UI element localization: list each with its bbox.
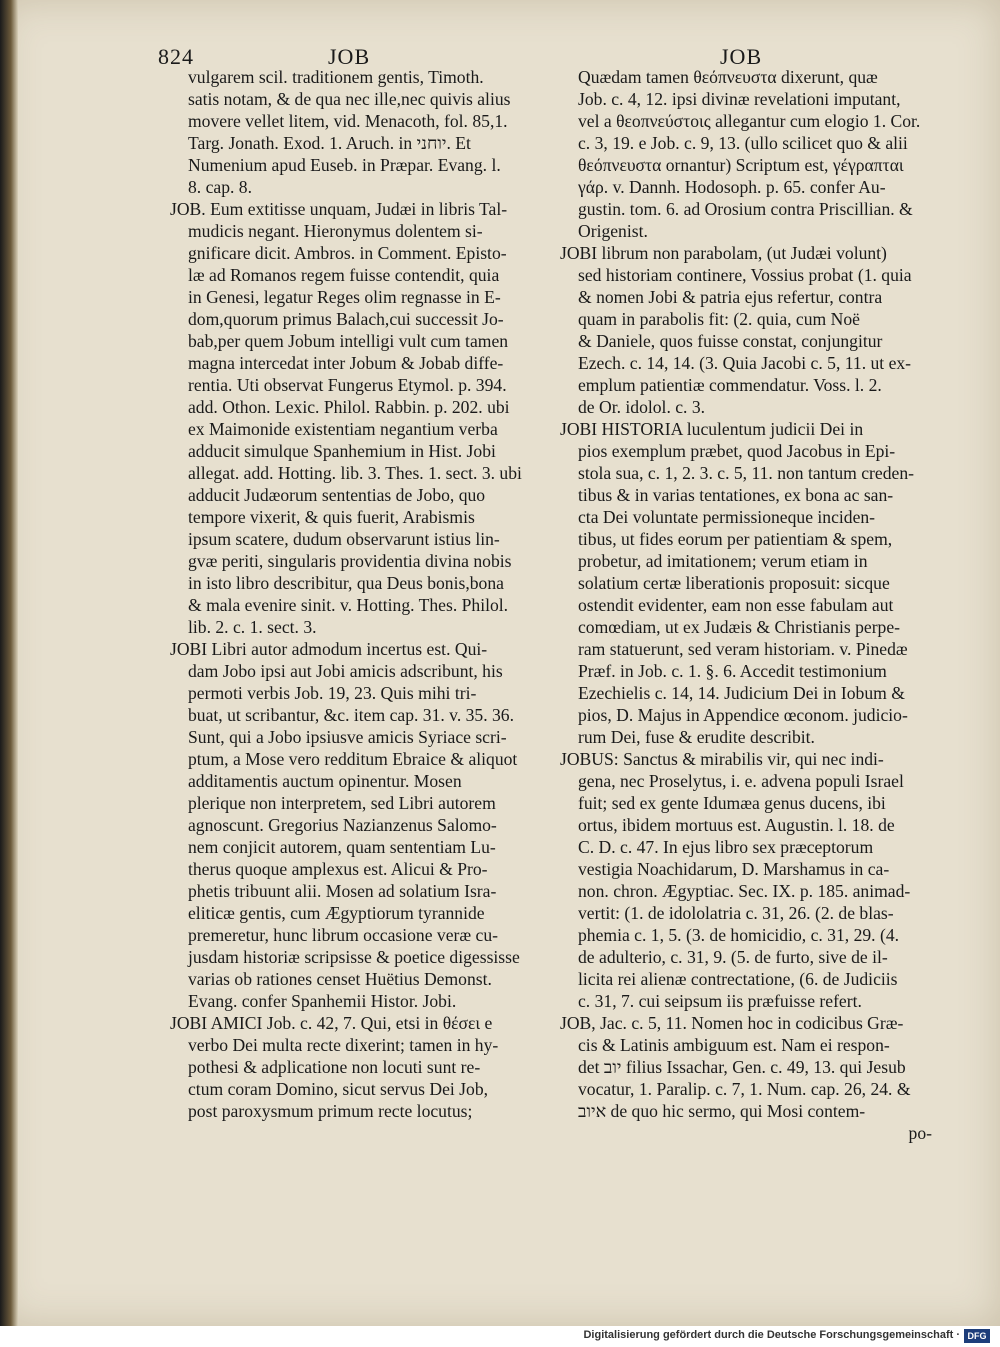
- text-line: varias ob rationes censet Huëtius Demonst.: [188, 969, 492, 989]
- text-line: gvæ periti, singularis providentia divina nobis: [188, 551, 512, 571]
- right-column: [560, 66, 932, 1144]
- text-line: buat, ut scribantur, &c. item cap. 31. v. 35. 36.: [188, 705, 515, 725]
- text-line: dam Jobo ipsi aut Jobi amicis adscribunt, his: [188, 661, 503, 681]
- text-line: JOBI librum non parabolam, (ut Judæi volunt): [560, 243, 887, 263]
- text-line: licita rei alienæ contrectatione, (6. de Judiciis: [578, 969, 898, 989]
- text-line: pothesi & adplicatione non locuti sunt re-: [188, 1057, 481, 1077]
- text-line: θεόπνευστα ornantur) Scriptum est, γέγραπται: [578, 155, 904, 175]
- text-line: probetur, ad imitationem; verum etiam in: [578, 551, 868, 571]
- text-line: ex Maimonide existentiam negantium verba: [188, 419, 498, 439]
- text-line: γάρ. v. Dannh. Hodosoph. p. 65. confer Au-: [578, 177, 886, 197]
- text-line: phetis tribuunt alii. Mosen ad solatium Isra-: [188, 881, 497, 901]
- text-line: plerique non interpretem, sed Libri autorem: [188, 793, 496, 813]
- text-line: adducit simulque Spanhemium in Hist. Jobi: [188, 441, 496, 461]
- footer-credit: Digitalisierung gefördert durch die Deutsche Forschungsgemeinschaft ·: [583, 1329, 960, 1341]
- text-line: adducit Judæorum sententias de Jobo, quo: [188, 485, 486, 505]
- text-line: pios exemplum præbet, quod Jacobus in Epi-: [578, 441, 896, 461]
- text-line: JOBUS: Sanctus & mirabilis vir, qui nec indi-: [560, 749, 884, 769]
- text-line: ctum coram Domino, sicut servus Dei Job,: [188, 1079, 489, 1099]
- text-line: movere vellet litem, vid. Menacoth, fol. 85,1.: [188, 111, 508, 131]
- text-line: Evang. confer Spanhemii Histor. Jobi.: [188, 991, 457, 1011]
- text-line: & Daniele, quos fuisse constat, conjungitur: [578, 331, 883, 351]
- text-line: Job. c. 4, 12. ipsi divinæ revelationi imputant,: [578, 89, 901, 109]
- text-line: allegat. add. Hotting. lib. 3. Thes. 1. sect. 3. ubi: [188, 463, 522, 483]
- text-line: & mala evenire sinit. v. Hotting. Thes. Philol.: [188, 595, 509, 615]
- text-line: stola sua, c. 1, 2. 3. c. 5, 11. non tantum creden-: [578, 463, 914, 483]
- text-line: gnificare dicit. Ambros. in Comment. Episto-: [188, 243, 507, 263]
- text-line: pios, D. Majus in Appendice œconom. judicio-: [578, 705, 908, 725]
- text-line: ipsum scatere, dudum observarunt istius lin-: [188, 529, 500, 549]
- text-line: vulgarem scil. traditionem gentis, Timoth.: [188, 67, 484, 87]
- text-line: Sunt, qui a Jobo ipsiusve amicis Syriace scri-: [188, 727, 507, 747]
- text-line: rentia. Uti observat Fungerus Etymol. p. 394.: [188, 375, 507, 395]
- text-line: solatium certæ liberationis proposuit: sicque: [578, 573, 890, 593]
- text-line: mudicis negant. Hieronymus dolentem si-: [188, 221, 483, 241]
- dfg-logo: DFG: [964, 1329, 990, 1343]
- text-line: c. 3, 19. e Job. c. 9, 13. (ullo scilicet quo & alii: [578, 133, 908, 153]
- text-line: lib. 2. c. 1. sect. 3.: [188, 617, 317, 637]
- left-column: [170, 66, 555, 1122]
- text-line: therus quoque amplexus est. Alicui & Pro-: [188, 859, 488, 879]
- text-line: eliticæ gentis, cum Ægyptiorum tyrannide: [188, 903, 485, 923]
- text-line: Quædam tamen θεόπνευστα dixerunt, quæ: [578, 67, 878, 87]
- text-line: emplum patientiæ commendatur. Voss. l. 2.: [578, 375, 882, 395]
- text-line: bab,per quem Jobum intelligi vult cum tamen: [188, 331, 509, 351]
- text-line: magna intercedat inter Jobum & Jobab diffe-: [188, 353, 504, 373]
- text-line: vertit: (1. de idololatria c. 31, 26. (2. de blas-: [578, 903, 894, 923]
- text-line: additamentis auctum opinentur. Mosen: [188, 771, 462, 791]
- text-line: tibus, ut fides eorum per patientiam & spem,: [578, 529, 893, 549]
- text-line: in isto libro describitur, qua Deus bonis,bona: [188, 573, 504, 593]
- text-line: Origenist.: [578, 221, 648, 241]
- text-line: jusdam historiæ scripsisse & poetice digessisse: [188, 947, 520, 967]
- text-line: phemia c. 1, 5. (3. de homicidio, c. 31, 29. (4.: [578, 925, 900, 945]
- text-line: vocatur, 1. Paralip. c. 7, 1. Num. cap. 26, 24. &: [578, 1079, 911, 1099]
- text-line: Præf. in Job. c. 1. §. 6. Accedit testimonium: [578, 661, 887, 681]
- text-line: agnoscunt. Gregorius Nazianzenus Salomo-: [188, 815, 497, 835]
- text-line: ptum, a Mose vero redditum Ebraice & aliquot: [188, 749, 518, 769]
- text-line: JOB, Jac. c. 5, 11. Nomen hoc in codicibus Græ-: [560, 1013, 904, 1033]
- text-line: Ezech. c. 14, 14. (3. Quia Jacobi c. 5, 11. ut ex-: [578, 353, 912, 373]
- text-line: premeretur, hunc librum occasione veræ cu-: [188, 925, 498, 945]
- text-line: gustin. tom. 6. ad Orosium contra Priscillian. &: [578, 199, 913, 219]
- text-line: JOB. Eum extitisse unquam, Judæi in libris Tal-: [170, 199, 508, 219]
- text-line: & nomen Jobi & patria ejus refertur, contra: [578, 287, 883, 307]
- text-line: dom,quorum primus Balach,cui successit Jo-: [188, 309, 504, 329]
- text-line: nem conjicit autorem, quam sententiam Lu-: [188, 837, 496, 857]
- text-line: cis & Latinis ambiguum est. Nam ei respon-: [578, 1035, 890, 1055]
- text-line: non. chron. Ægyptiac. Sec. IX. p. 185. animad-: [578, 881, 911, 901]
- running-head-right: JOB: [720, 44, 763, 69]
- text-line: איוב de quo hic sermo, qui Mosi contem-: [578, 1101, 866, 1121]
- text-line: C. D. c. 47. In ejus libro sex præceptorum: [578, 837, 874, 857]
- text-line: tempore vixerit, & quis fuerit, Arabismis: [188, 507, 475, 527]
- text-line: de Or. idolol. c. 3.: [578, 397, 706, 417]
- text-line: fuit; sed ex gente Idumæa genus ducens, ibi: [578, 793, 886, 813]
- text-line: sed historiam continere, Vossius probat (1. quia: [578, 265, 912, 285]
- text-line: post paroxysmum primum recte locutus;: [188, 1101, 473, 1121]
- text-line: 8. cap. 8.: [188, 177, 253, 197]
- page-number: 824: [158, 44, 194, 69]
- text-line: rum Dei, fuse & erudite describit.: [578, 727, 815, 747]
- footer-bar: [0, 1326, 1000, 1347]
- text-line: læ ad Romanos regem fuisse contendit, quia: [188, 265, 500, 285]
- text-line: cta Dei voluntate permissioneque inciden-: [578, 507, 876, 527]
- running-head-left: JOB: [328, 44, 371, 69]
- text-line: add. Othon. Lexic. Philol. Rabbin. p. 202. ubi: [188, 397, 510, 417]
- text-line: vel a θεοπνεύστοις allegantur cum elogio 1. Cor.: [578, 111, 921, 131]
- text-line: permoti verbis Job. 19, 23. Quis mihi tri-: [188, 683, 477, 703]
- text-line: Numenium apud Euseb. in Præpar. Evang. l.: [188, 155, 501, 175]
- text-line: vestigia Noachidarum, D. Marshamus in ca-: [578, 859, 890, 879]
- text-line: in Genesi, legatur Reges olim regnasse in E-: [188, 287, 501, 307]
- text-line: det יוב filius Issachar, Gen. c. 49, 13. qui Jesub: [578, 1057, 906, 1077]
- text-line: JOBI AMICI Job. c. 42, 7. Qui, etsi in θέσει e: [170, 1013, 493, 1033]
- text-line: satis notam, & de qua nec ille,nec quivis alius: [188, 89, 511, 109]
- text-line: de adulterio, c. 31, 9. (5. de furto, sive de il-: [578, 947, 888, 967]
- text-line: po-: [908, 1123, 932, 1143]
- text-line: Ezechielis c. 14, 14. Judicium Dei in Iobum &: [578, 683, 905, 703]
- text-line: quam in parabolis fit: (2. quia, cum Noë: [578, 309, 860, 329]
- text-line: verbo Dei multa recte dixerint; tamen in hy-: [188, 1035, 499, 1055]
- text-line: ram statuerunt, sed veram historiam. v. Pinedæ: [578, 639, 908, 659]
- text-line: c. 31, 7. cui seipsum iis præfuisse refert.: [578, 991, 862, 1011]
- text-line: ostendit evidenter, eam non esse fabulam aut: [578, 595, 894, 615]
- text-line: comœdiam, ut ex Judæis & Christianis perpe-: [578, 617, 901, 637]
- text-line: ortus, ibidem mortuus est. Augustin. l. 18. de: [578, 815, 895, 835]
- text-line: JOBI HISTORIA luculentum judicii Dei in: [560, 419, 864, 439]
- text-line: gena, nec Proselytus, i. e. advena populi Israel: [578, 771, 904, 791]
- text-line: JOBI Libri autor admodum incertus est. Qui-: [170, 639, 488, 659]
- text-line: tibus & in varias tentationes, ex bona ac san-: [578, 485, 894, 505]
- text-line: Targ. Jonath. Exod. 1. Aruch. in יוחני. Et: [188, 133, 471, 153]
- binding-edge: [0, 0, 18, 1326]
